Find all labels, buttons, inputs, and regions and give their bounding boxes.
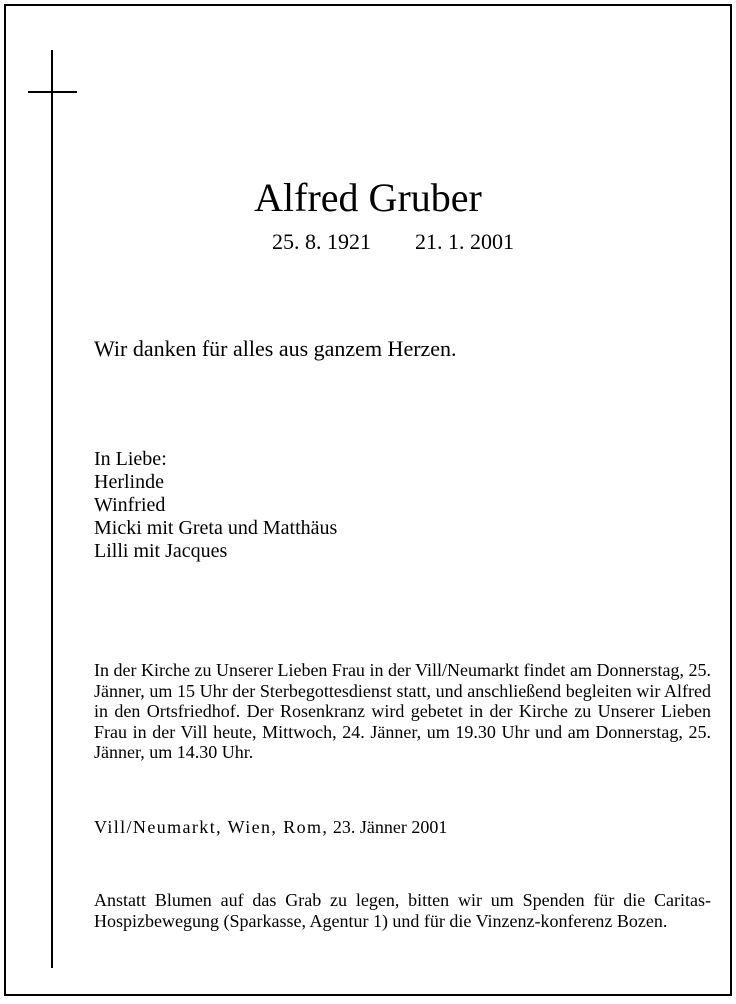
birth-date: 25. 8. 1921 xyxy=(272,229,371,254)
place-date-line xyxy=(94,816,447,838)
life-dates xyxy=(272,228,514,256)
mourner-name: Herlinde xyxy=(94,471,164,493)
mourner-name: Micki mit Greta und Matthäus xyxy=(94,517,338,539)
notice-date: 23. Jänner 2001 xyxy=(332,817,448,837)
mourner-name: Winfried xyxy=(94,494,166,516)
mourner-name: Lilli mit Jacques xyxy=(94,540,228,562)
mourners-heading: In Liebe: xyxy=(94,448,167,470)
cross-horizontal-bar xyxy=(28,91,77,93)
obituary-notice xyxy=(4,4,732,996)
thanks-line: Wir danken für alles aus ganzem Herzen. xyxy=(94,336,457,361)
places: Vill/Neumarkt, Wien, Rom, xyxy=(94,817,329,837)
service-paragraph: In der Kirche zu Unserer Lieben Frau in der Vill/Neumarkt findet am Donnerstag, 25. Jänner, um 15 Uhr der Sterbegottesdienst statt, und anschließend begleiten wir Alfred in den Ortsfriedhof. Der Rosenkranz wird gebetet in der Kirche zu Unserer Lieben Frau in der Vill heute, Mittwoch, 24. Jänner, um 19.30 Uhr und am Donnerstag, 25. Jänner, um 14.30 Uhr. xyxy=(94,660,711,762)
deceased-name: Alfred Gruber xyxy=(254,175,482,220)
donation-paragraph: Anstatt Blumen auf das Grab zu legen, bitten wir um Spenden für die Caritas-Hospizbewegung (Sparkasse, Agentur 1) und für die Vinzenz-konferenz Bozen. xyxy=(94,890,711,931)
death-date: 21. 1. 2001 xyxy=(415,229,514,254)
mourners-list xyxy=(94,448,337,563)
